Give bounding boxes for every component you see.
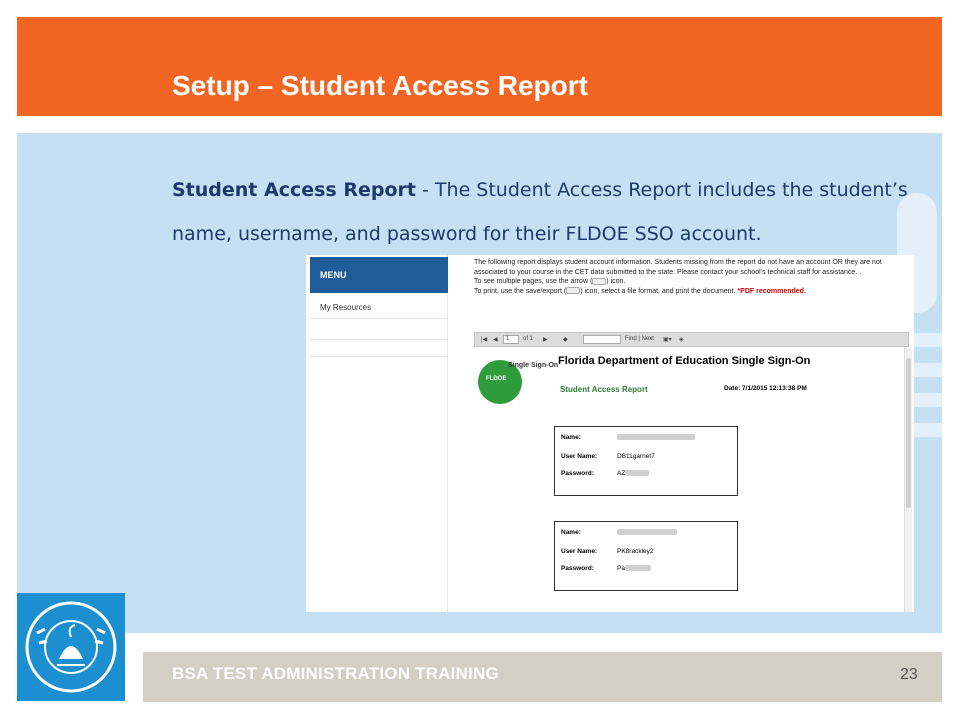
report-toolbar [474, 332, 909, 347]
footer-title: BSA TEST ADMINISTRATION TRAINING [172, 664, 499, 683]
prev-page-icon[interactable]: ◀ [493, 337, 498, 343]
print-icon[interactable]: ◈ [679, 337, 684, 343]
instruction-line [474, 277, 909, 287]
save-export-icon[interactable]: ▣▾ [663, 337, 672, 343]
record-password-row [561, 470, 649, 477]
find-input[interactable] [583, 335, 621, 344]
menu-panel [306, 255, 448, 612]
name-label: Name: [561, 434, 581, 441]
record-password-row [561, 565, 651, 572]
username-value: PK8rackley2 [617, 548, 654, 555]
report-subtitle: Student Access Report [560, 385, 648, 394]
pdf-recommended-note: *PDF recommended. [737, 287, 806, 295]
body-text [172, 168, 922, 256]
record-username-row [561, 453, 655, 460]
redacted-password [625, 470, 649, 476]
name-label: Name: [561, 529, 581, 536]
page-number-input[interactable]: 1 [503, 335, 519, 344]
fldoe-logo-text: FLDOE [486, 376, 507, 382]
scrollbar-thumb[interactable] [906, 358, 911, 508]
instruction-line [474, 287, 909, 297]
instruction-text: ) icon. [606, 278, 626, 285]
arrow-icon [592, 278, 606, 285]
broward-county-schools-logo [17, 593, 125, 701]
broward-logo-graphic [17, 593, 125, 701]
record-name-row [561, 529, 677, 536]
refresh-icon[interactable]: ◆ [563, 337, 568, 343]
embedded-screenshot [306, 255, 914, 612]
report-page [474, 348, 902, 612]
report-title: Florida Department of Education Single Sign-On [558, 355, 811, 367]
record-username-row [561, 548, 654, 555]
student-record-card [554, 521, 738, 591]
instruction-line: The following report displays student account information. Students missing from the report do not have an account OR they are not associated to your course in the CET data submitted to the state. Please contact your school’s technical staff for assistance. . [474, 259, 882, 276]
report-scrollbar[interactable] [904, 348, 912, 612]
username-value: DB11garnet7 [617, 453, 655, 460]
username-label: User Name: [561, 453, 598, 460]
next-page-icon[interactable]: ▶ [543, 337, 548, 343]
body-description: - The Student Access Report includes the student’s name, username, and password for their FLDOE SSO account. [172, 179, 908, 245]
instruction-text: ) icon, select a file format, and print the document. [580, 287, 736, 295]
body-bold-term: Student Access Report [172, 179, 416, 201]
menu-item-empty [310, 324, 448, 340]
password-label: Password: [561, 565, 594, 572]
save-export-icon [566, 287, 580, 294]
instruction-text: To see multiple pages, use the arrow ( [474, 278, 593, 285]
find-next-link[interactable]: Find | Next [625, 336, 654, 342]
instruction-text: To print, use the save/export ( [474, 287, 567, 295]
menu-item-empty [310, 341, 448, 357]
menu-header: MENU [310, 257, 448, 293]
password-prefix: AZ [617, 470, 626, 477]
redacted-name [617, 434, 695, 440]
password-prefix: Pa [617, 565, 625, 572]
page-number: 23 [900, 666, 918, 683]
report-instructions [474, 258, 909, 296]
redacted-name [617, 529, 677, 535]
username-label: User Name: [561, 548, 598, 555]
menu-item-my-resources[interactable]: My Resources [310, 303, 448, 319]
page-count-label: of 1 [523, 336, 534, 342]
first-page-icon[interactable]: |◀ [481, 337, 488, 343]
record-name-row [561, 434, 695, 441]
slide-title: Setup – Student Access Report [172, 70, 588, 101]
password-label: Password: [561, 470, 594, 477]
report-date: Date: 7/1/2015 12:13:38 PM [724, 385, 807, 392]
single-sign-on-key-logo: Single Sign-On [508, 362, 559, 369]
redacted-password [625, 565, 651, 571]
student-record-card [554, 426, 738, 496]
